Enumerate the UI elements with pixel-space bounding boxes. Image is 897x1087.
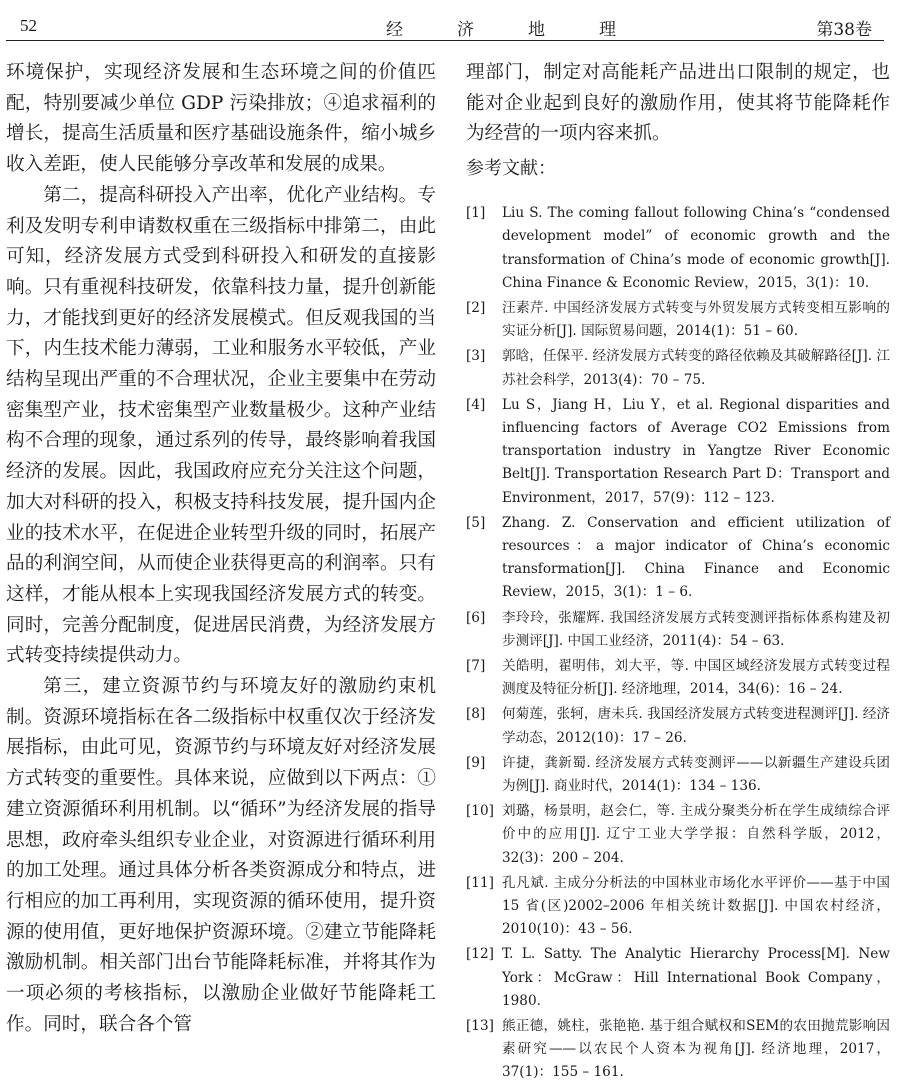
reference-text: 孔凡斌. 主成分分析法的中国林业市场化水平评价——基于中国 15 省(区)2002–2006 年相关统计数据[J]. 中国农村经济，2010(10)：43 – 56. — [502, 874, 890, 938]
volume-label: 第38卷 — [816, 20, 872, 40]
reference-number: [12] — [466, 946, 494, 963]
reference-item — [466, 345, 890, 391]
reference-number: [5] — [466, 514, 486, 531]
reference-number: [4] — [466, 396, 486, 413]
reference-item — [466, 512, 890, 605]
reference-item — [466, 703, 890, 749]
reference-number: [13] — [466, 1018, 494, 1035]
body-paragraph-1: 环境保护，实现经济发展和生态环境之间的价值匹配，特别要减少单位 GDP 污染排放；④追求福利的增长，提高生活质量和医疗基础设施条件，缩小城乡收入差距，使人民能够分享改革和发展的成果。 — [6, 62, 436, 176]
reference-text: 刘璐，杨景明，赵会仁，等. 主成分聚类分析在学生成绩综合评价中的应用[J]. 辽宁工业大学学报：自然科学版，2012，32(3)：200 – 204. — [502, 803, 890, 866]
journal-title-char: 经 — [386, 20, 405, 40]
reference-item — [466, 297, 890, 343]
reference-text: 许捷，龚新蜀. 经济发展方式转变测评——以新疆生产建设兵团为例[J]. 商业时代，2014(1)：134 – 136. — [502, 754, 890, 794]
reference-text: 李玲玲，张耀辉. 我国经济发展方式转变测评指标体系构建及初步测评[J]. 中国工业经济，2011(4)：54 – 63. — [502, 609, 890, 649]
reference-text: 郭晗，任保平. 经济发展方式转变的路径依赖及其破解路径[J]. 江苏社会科学，2013(4)：70 – 75. — [502, 348, 890, 388]
page-number: 52 — [20, 16, 37, 35]
reference-list — [466, 202, 890, 1085]
body-paragraph-continuation: 理部门，制定对高能耗产品进出口限制的规定，也能对企业起到良好的激励作用，使其将节能降耗作为经营的一项内容来抓。 — [466, 62, 890, 145]
reference-item — [466, 1015, 890, 1085]
journal-title — [386, 15, 670, 40]
reference-item — [466, 394, 890, 510]
reference-text: Liu S. The coming fallout following China’s “condensed development model” of economic growth and the transformation of China’s mode of economic growth[J]. China Finance & Economic Review，2015，3(1)：10. — [502, 205, 890, 291]
reference-text: T. L. Satty. The Analytic Hierarchy Process[M]. New York：McGraw：Hill International Book Company，1980. — [502, 946, 890, 1009]
left-column — [6, 58, 436, 1041]
reference-number: [10] — [466, 803, 494, 820]
reference-text: Lu S，Jiang H，Liu Y，et al. Regional disparities and influencing factors of Average CO2 Emissions from transportation industry in Yangtze River Economic Belt[J]. Transportation Research Part D：Transport and Environment，2017，57(9)：112 – 123. — [502, 396, 890, 506]
reference-item — [466, 800, 890, 870]
body-paragraph-2: 第二，提高科研投入产出率，优化产业结构。专利及发明专利申请数权重在三级指标中排第二，由此可知，经济发展方式受到科研投入和研发的直接影响。只有重视科技研发，依靠科技力量，提升创新能力，才能找到更好的经济发展模式。但反观我国的当下，内生技术能力薄弱，工业和服务水平较低，产业结构呈现出严重的不合理状况，企业主要集中在劳动密集型产业，技术密集型产业数量极少。这种产业结构不合理的现象，通过系列的传导，最终影响着我国经济的发展。因此，我国政府应充分关注这个问题，加大对科研的投入，积极支持科技发展，提升国内企业的技术水平，在促进企业转型升级的同时，拓展产品的利润空间，从而使企业获得更高的利润率。只有这样，才能从根本上实现我国经济发展方式的转变。同时，完善分配制度，促进居民消费，为经济发展方式转变持续提供动力。 — [6, 184, 436, 667]
reference-number: [7] — [466, 657, 486, 674]
reference-item — [466, 202, 890, 295]
reference-item — [466, 655, 890, 701]
reference-number: [11] — [466, 874, 494, 891]
journal-title-char: 理 — [599, 20, 618, 40]
reference-text: 关皓明，翟明伟，刘大平，等. 中国区域经济发展方式转变过程测度及特征分析[J]. 经济地理，2014，34(6)：16 – 24. — [502, 657, 890, 698]
body-paragraph-3: 第三，建立资源节约与环境友好的激励约束机制。资源环境指标在各二级指标中权重仅次于经济发展指标，由此可见，资源节约与环境友好对经济发展方式转变的重要性。具体来说，应做到以下两点：①建立资源循环利用机制。以“循环”为经济发展的指导思想，政府牵头组织专业企业，对资源进行循环利用的加工处理。通过具体分析各类资源成分和特点，进行相应的加工再利用，实现资源的循环使用，提升资源的使用值，更好地保护资源环境。②建立节能降耗激励机制。相关部门出台节能降耗标准，并将其作为一项必须的考核指标，以激励企业做好节能降耗工作。同时，联合各个管 — [6, 676, 436, 1035]
reference-item — [466, 607, 890, 653]
journal-title-char: 济 — [457, 20, 476, 40]
reference-number: [9] — [466, 754, 486, 771]
reference-number: [2] — [466, 299, 486, 316]
reference-text: Zhang. Z. Conservation and efficient utilization of resources：a major indicator of China’s economic transformation[J]. China Finance and Economic Review，2015，3(1)：1 – 6. — [502, 514, 890, 601]
reference-number: [1] — [466, 205, 486, 222]
reference-number: [3] — [466, 348, 486, 365]
reference-text: 熊正德，姚柱，张艳艳. 基于组合赋权和SEM的农田抛荒影响因素研究——以农民个人资本为视角[J]. 经济地理，2017，37(1)：155 – 161. — [502, 1018, 890, 1081]
references-heading: 参考文献： — [466, 158, 556, 180]
reference-number: [6] — [466, 609, 486, 626]
journal-title-char: 地 — [528, 20, 547, 40]
reference-text: 汪素芹. 中国经济发展方式转变与外贸发展方式转变相互影响的实证分析[J]. 国际贸易问题，2014(1)：51 – 60. — [502, 299, 890, 340]
reference-item — [466, 752, 890, 798]
reference-number: [8] — [466, 706, 486, 723]
reference-text: 何菊莲，张轲，唐未兵. 我国经济发展方式转变进程测评[J]. 经济学动态，2012(10)：17 – 26. — [502, 706, 890, 746]
reference-item — [466, 872, 890, 942]
reference-item — [466, 943, 890, 1013]
right-column — [466, 58, 890, 1087]
running-header — [6, 10, 884, 41]
